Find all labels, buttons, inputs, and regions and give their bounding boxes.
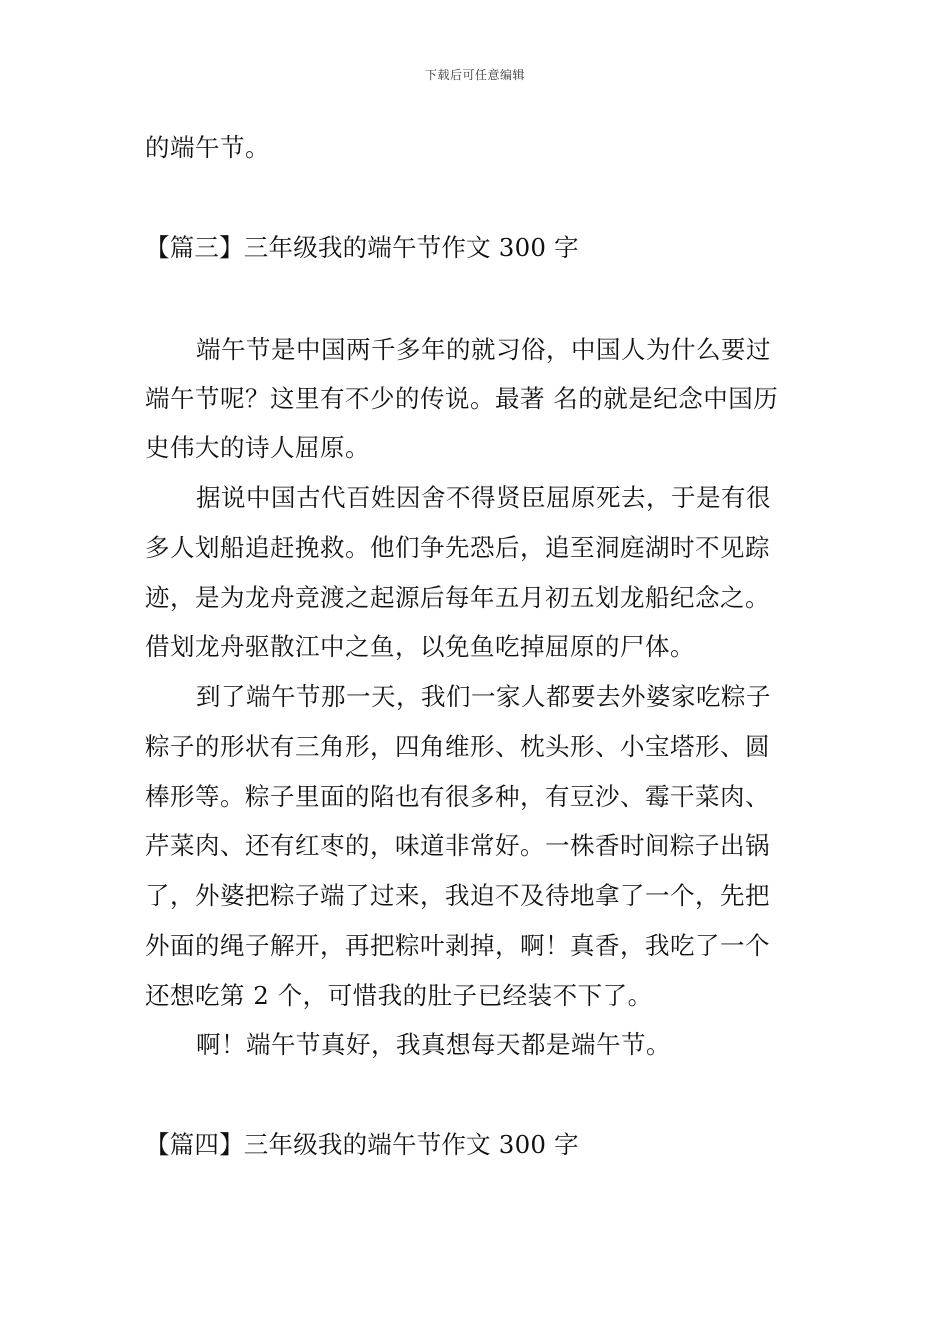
paragraph-line: 啊！端午节真好，我真想每天都是端午节。 (196, 1030, 671, 1059)
paragraph-line: 粽子的形状有三角形，四角维形、枕头形、小宝塔形、圆 (145, 732, 770, 761)
section-title-4: 【篇四】三年级我的端午节作文 300 字 (145, 1130, 579, 1159)
paragraph-line: 芹菜肉、还有红枣的，味道非常好。一株香时间粽子出锅 (145, 831, 770, 860)
paragraph-line: 还想吃第 2 个，可惜我的肚子已经装不下了。 (145, 981, 653, 1010)
paragraph-line: 迹，是为龙舟竞渡之起源后每年五月初五划龙船纪念之。 (145, 583, 770, 612)
paragraph-line: 到了端午节那一天，我们一家人都要去外婆家吃粽子 (196, 682, 771, 711)
section-title-3: 【篇三】三年级我的端午节作文 300 字 (145, 233, 579, 262)
paragraph-line: 外面的绳子解开，再把粽叶剥掉，啊！真香，我吃了一个 (145, 931, 770, 960)
paragraph-line: 据说中国古代百姓因舍不得贤臣屈原死去，于是有很 (196, 483, 771, 512)
paragraph-line: 端午节是中国两千多年的就习俗，中国人为什么要过 (196, 335, 771, 364)
paragraph-line: 史伟大的诗人屈原。 (145, 433, 370, 462)
paragraph-line: 端午节呢？这里有不少的传说。最著 名的就是纪念中国历 (145, 384, 779, 413)
paragraph-line: 多人划船追赶挽救。他们争先恐后，追至洞庭湖时不见踪 (145, 533, 770, 562)
text-line: 的端午节。 (145, 133, 270, 162)
page-header: 下载后可任意编辑 (424, 68, 525, 82)
paragraph-line: 借划龙舟驱散江中之鱼，以免鱼吃掉屈原的尸体。 (145, 632, 695, 661)
paragraph-line: 棒形等。粽子里面的陷也有很多种，有豆沙、霉干菜肉、 (145, 782, 770, 811)
paragraph-line: 了，外婆把粽子端了过来，我迫不及待地拿了一个，先把 (145, 881, 770, 910)
